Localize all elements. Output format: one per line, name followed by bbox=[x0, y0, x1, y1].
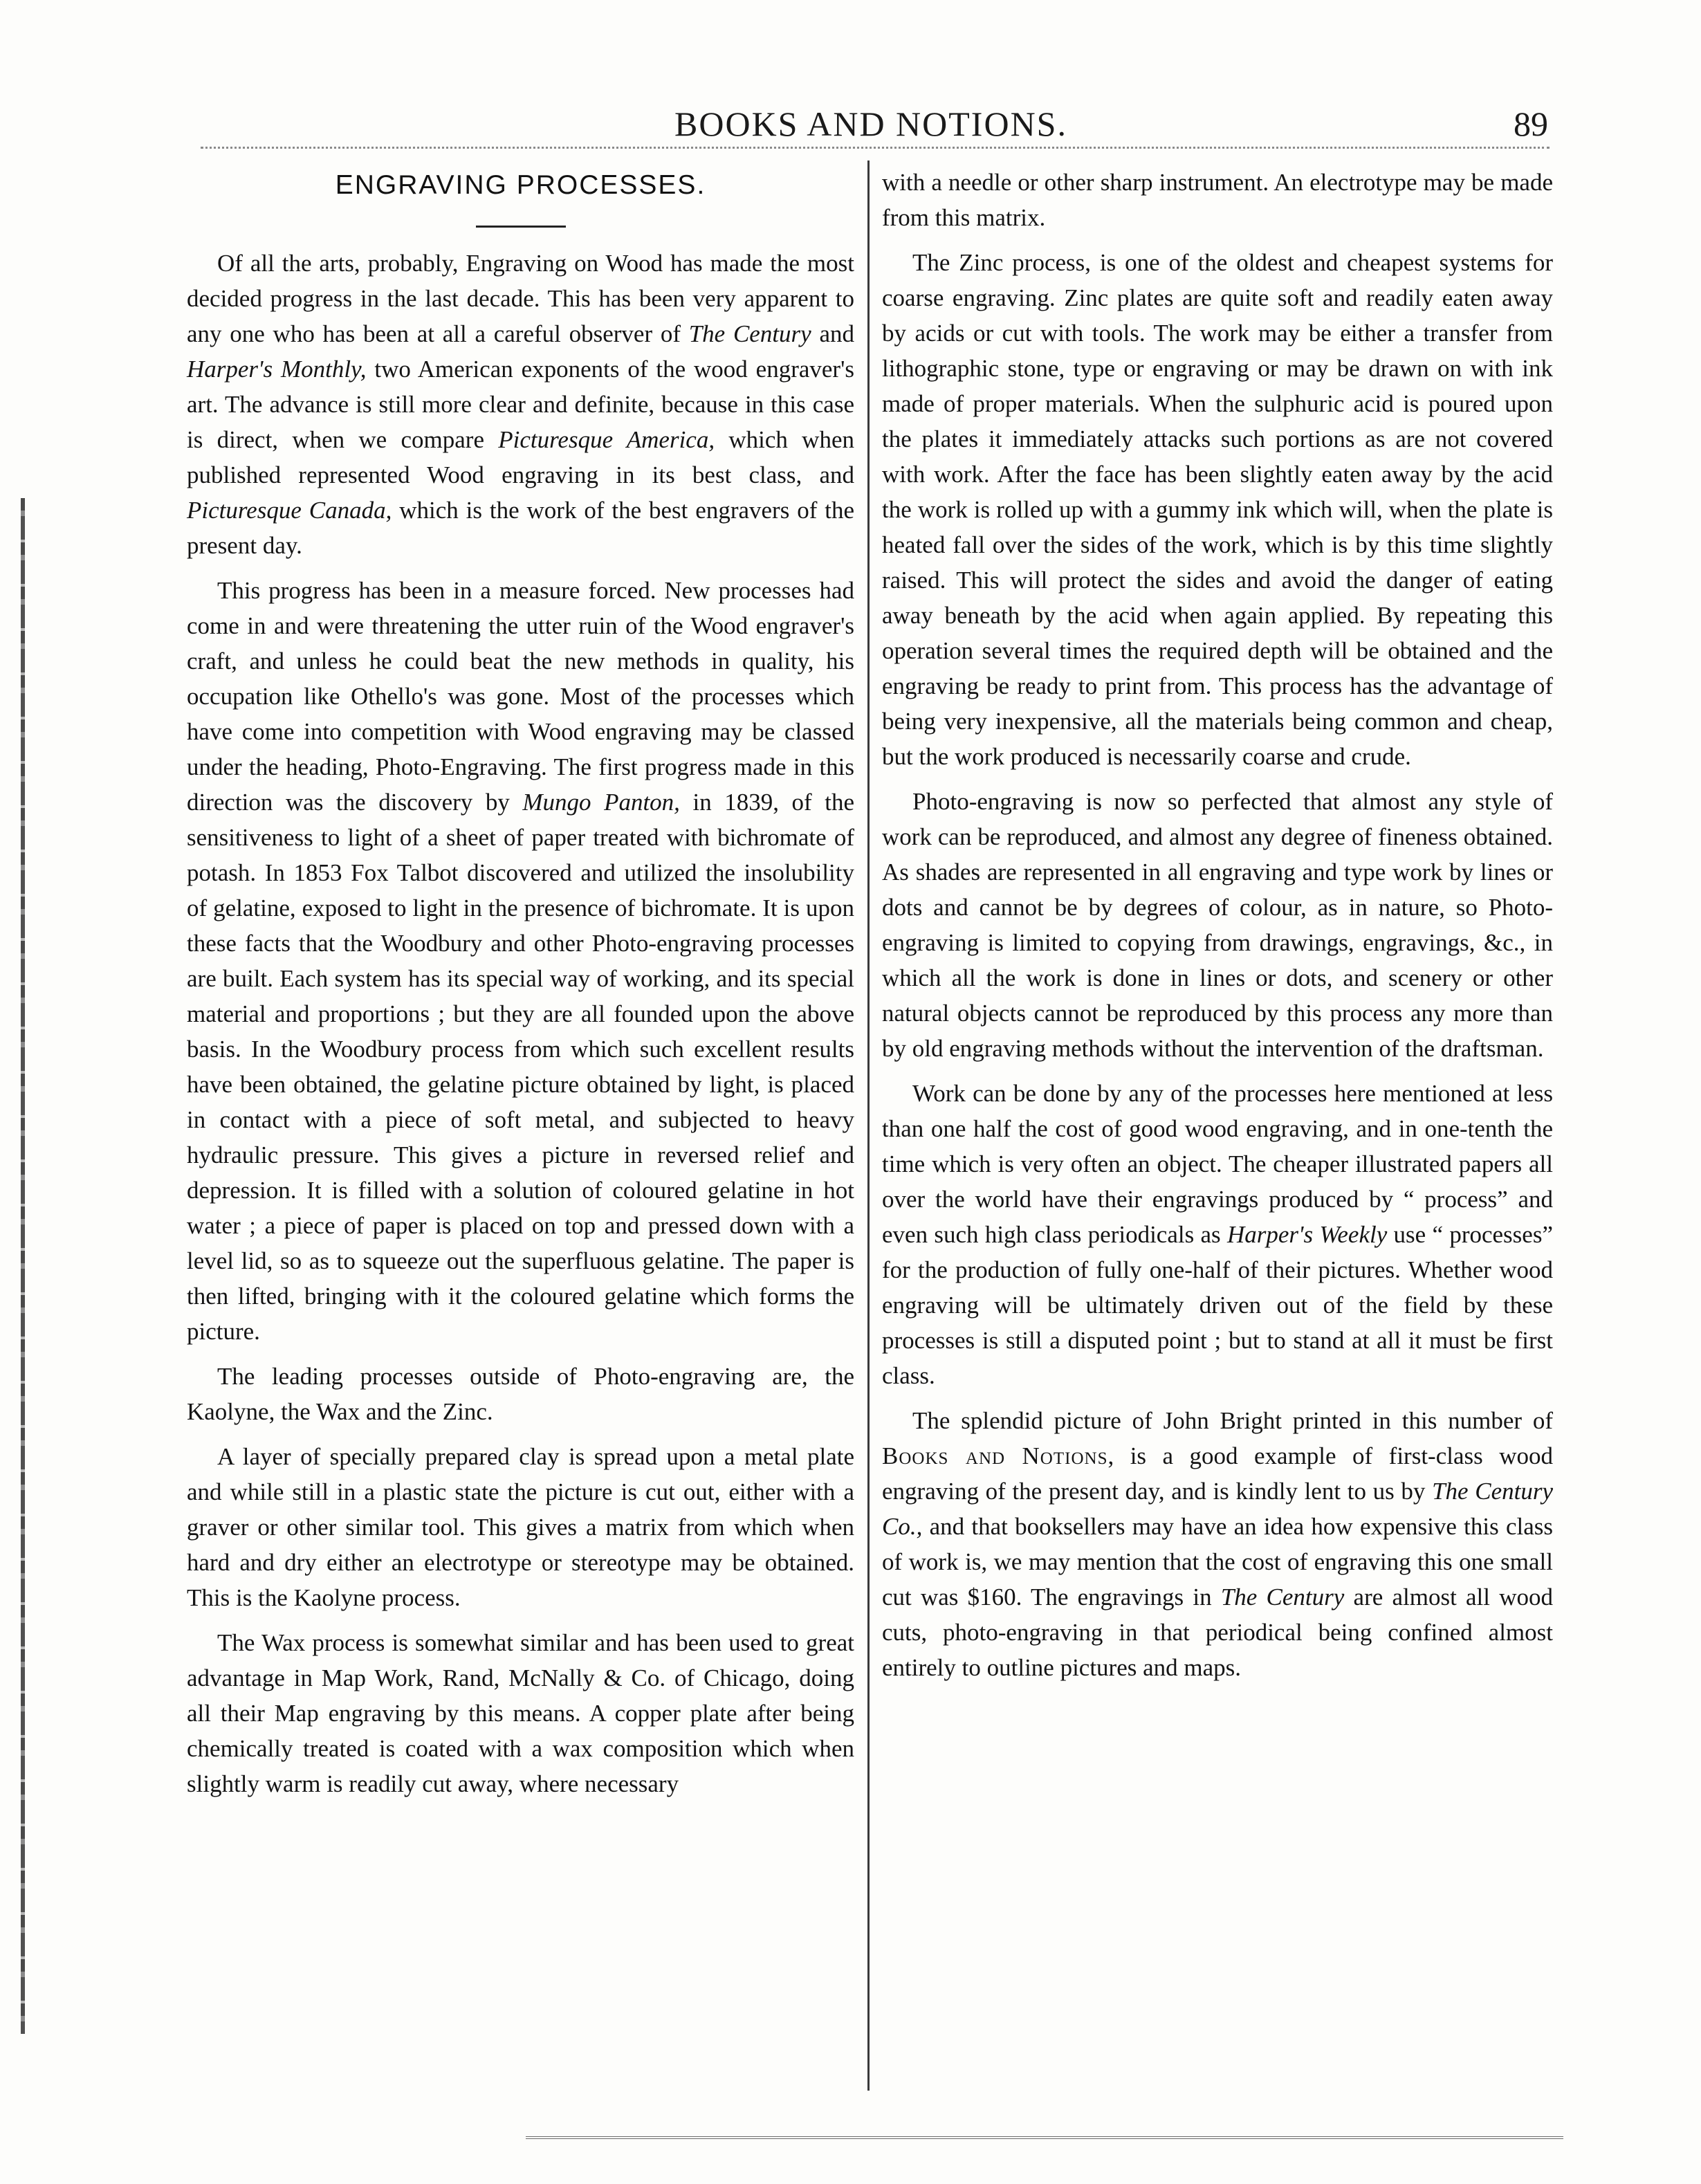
footer-rule bbox=[526, 2136, 1563, 2139]
paragraph-photo-engraving: Photo-engraving is now so perfected that almost any style of work can be reproduced, and almost any degree of fineness obtained. As shades are represented in all engraving and type work by lines or dots and cannot be by degrees of colour, as in nature, so Photo-engraving is limited to copying from drawings, engravings, &c., in which all the work is done in lines or dots, and scenery or other natural objects cannot be reproduced by this process any more than by old engraving methods without the intervention of the draftsman. bbox=[882, 788, 1553, 1062]
column-divider bbox=[867, 160, 870, 2091]
italic-title-picturesque-canada: Picturesque Canada, bbox=[187, 497, 392, 524]
italic-title-harpers-weekly: Harper's Weekly bbox=[1226, 1221, 1388, 1248]
paragraph-john-bright: The splendid picture of John Bright printed in this number of Books and Notions, is a good example of first-class wood engraving of the present day, and is kindly lent to us by The Century Co., and that booksellers may have an idea how expensive this class of work is, we may mention that the cost of engraving this one small cut was $160. The engravings in The Century are almost all wood cuts, photo-engraving in that periodical being confined almost entirely to outline pictures and maps. bbox=[882, 1407, 1553, 1681]
title-rule bbox=[476, 226, 566, 228]
italic-title-century: The Century bbox=[688, 320, 811, 347]
left-column bbox=[187, 165, 854, 1811]
paragraph-leading-processes: The leading processes outside of Photo-engraving are, the Kaolyne, the Wax and the Zinc. bbox=[187, 1363, 854, 1425]
article-title: ENGRAVING PROCESSES. bbox=[335, 170, 706, 200]
right-column bbox=[882, 165, 1553, 1695]
paragraph-wax: The Wax process is somewhat similar and has been used to great advantage in Map Work, Rand, McNally & Co. of Chicago, doing all their Map engraving by this means. A copper plate after being chemically treated is coated with a wax composition which when slightly warm is readily cut away, where necessary bbox=[187, 1629, 854, 1797]
running-head bbox=[0, 104, 1701, 152]
paragraph-wax-continued: with a needle or other sharp instrument. An electrotype may be made from this matrix. bbox=[882, 169, 1553, 231]
running-title: BOOKS AND NOTIONS. bbox=[674, 104, 1067, 143]
paragraph-progress: This progress has been in a measure forced. New processes had come in and were threatening the utter ruin of the Wood engraver's craft, and unless he could beat the new methods in quality, his occupation like Othello's was gone. Most of the processes which have come into competition with Wood engraving may be classed under the heading, Photo-Engraving. The first progress made in this direction was the discovery by Mungo Panton, in 1839, of the sensitiveness to light of a sheet of paper treated with bichromate of potash. In 1853 Fox Talbot discovered and utilized the insolubility of gelatine, exposed to light in the presence of bichromate. It is upon these facts that the Woodbury and other Photo-engraving processes are built. Each system has its special way of working, and its special material and proportions ; but they are all founded upon the above basis. In the Woodbury process from which such excellent results have been obtained, the gelatine picture obtained by light, is placed in contact with a piece of soft metal, and subjected to heavy hydraulic pressure. This gives a picture in reversed relief and depression. It is filled with a solution of coloured gelatine in hot water ; a piece of paper is placed on top and pressed down with a level lid, so as to squeeze out the superfluous gelatine. The paper is then lifted, bringing with it the coloured gelatine which forms the picture. bbox=[187, 577, 855, 1345]
italic-century-co: The Century Co., bbox=[882, 1478, 1553, 1540]
smallcaps-books-and-notions: Books and Notions bbox=[882, 1442, 1108, 1469]
italic-title-picturesque-america: Picturesque America, bbox=[498, 426, 715, 453]
binding-edge-shadow bbox=[21, 498, 25, 2034]
paragraph-intro: Of all the arts, probably, Engraving on Wood has made the most decided progress in the last decade. This has been very apparent to any one who has been at all a careful observer of The Century and Harper's Monthly, two American exponents of the wood engraver's art. The advance is still more clear and definite, because in this case is direct, when we compare Picturesque America, which when published represented Wood engraving in its best class, and Picturesque Canada, which is the work of the best engravers of the present day. bbox=[187, 250, 855, 559]
page-number: 89 bbox=[1514, 104, 1548, 143]
header-rule bbox=[201, 147, 1550, 149]
italic-title-the-century: The Century bbox=[1220, 1584, 1345, 1611]
italic-name-mungo-panton: Mungo Panton, bbox=[522, 789, 680, 816]
paragraph-cost: Work can be done by any of the processes here mentioned at less than one half the cost of good wood engraving, and in one-tenth the time which is very often an object. The cheaper illustrated papers all over the world have their engravings produced by “ process” and even such high class periodicals as Harper's Weekly use “ processes” for the production of fully one-half of their pictures. Whether wood engraving will be ultimately driven out of the field by these processes is still a disputed point ; but to stand at all it must be first class. bbox=[882, 1080, 1553, 1389]
paragraph-kaolyne: A layer of specially prepared clay is spread upon a metal plate and while still in a plastic state the picture is cut out, either with a graver or other similar tool. This gives a matrix from which when hard and dry either an electrotype or stereotype may be obtained. This is the Kaolyne process. bbox=[187, 1443, 854, 1611]
italic-title-harpers-monthly: Harper's Monthly, bbox=[187, 356, 367, 383]
paragraph-zinc: The Zinc process, is one of the oldest and cheapest systems for coarse engraving. Zinc plates are quite soft and readily eaten away by acids or cut with tools. The work may be either a transfer from lithographic stone, type or engraving or may be drawn on with ink made of proper materials. When the sulphuric acid is poured upon the plates it immediately attacks such portions as are not covered with work. After the face has been slightly eaten away by the acid the work is rolled up with a gummy ink which will, when the plate is heated fall over the sides of the work, which is by this time slightly raised. This will protect the sides and avoid the danger of eating away beneath by the acid when again applied. By repeating this operation several times the required depth will be obtained and the engraving be ready to print from. This process has the advantage of being very inexpensive, all the materials being common and cheap, but the work produced is necessarily coarse and crude. bbox=[882, 249, 1553, 770]
